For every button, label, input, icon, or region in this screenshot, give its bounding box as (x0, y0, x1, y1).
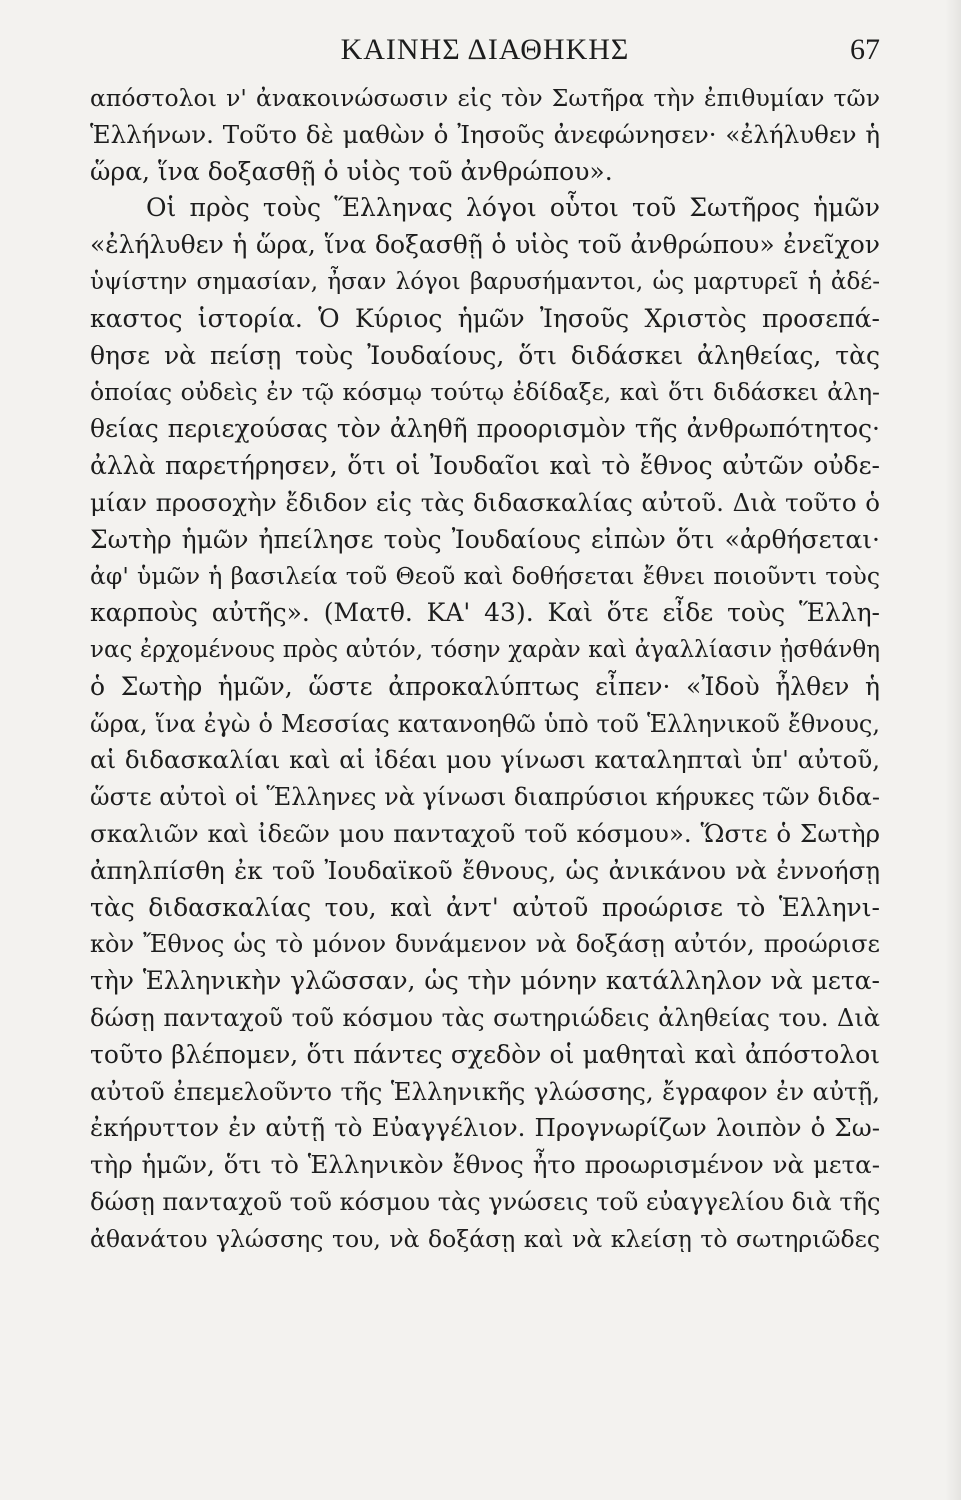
text-line: ἀλλὰ παρετήρησεν, ὅτι οἱ Ἰουδαῖοι καὶ τὸ ἔθνος αὐτῶν οὐδε- (90, 450, 880, 480)
text-line: ὑψίστην σημασίαν, ἦσαν λόγοι βαρυσήμαντοι, ὡς μαρτυρεῖ ἡ ἀδέ- (90, 268, 880, 295)
text-line: ὁποίας οὐδεὶς ἐν τῷ κόσμῳ τούτῳ ἐδίδαξε, καὶ ὅτι διδάσκει ἀλη- (90, 378, 880, 407)
text-line: τὴρ ἡμῶν, ὅτι τὸ Ἑλληνικὸν ἔθνος ἦτο προωρισμένον νὰ μετα- (90, 1150, 880, 1180)
text-line: τὴν Ἑλληνικὴν γλῶσσαν, ὡς τὴν μόνην κατάλληλον νὰ μετα- (90, 966, 880, 996)
text-line: τὰς διδασκαλίας του, καὶ ἀντ' αὐτοῦ προώρισε τὸ Ἑλληνι- (90, 892, 880, 922)
body-text (90, 80, 880, 1258)
text-line: κὸν Ἔθνος ὡς τὸ μόνον δυνάμενον νὰ δοξάσῃ αὐτόν, προώρισε (90, 930, 880, 959)
text-line: Ἑλλήνων. Τοῦτο δὲ μαθὼν ὁ Ἰησοῦς ἀνεφώνησεν· «ἐλήλυθεν ἡ (90, 119, 880, 149)
text-line: ὥρα, ἵνα δοξασθῇ ὁ υἱὸς τοῦ ἀνθρώπου». (90, 156, 613, 186)
text-line: απόστολοι ν' ἀνακοινώσωσιν εἰς τὸν Σωτῆρα τὴν ἐπιθυμίαν τῶν (90, 84, 880, 112)
text-line: τοῦτο βλέπομεν, ὅτι πάντες σχεδὸν οἱ μαθηταὶ καὶ ἀπόστολοι (90, 1039, 880, 1069)
text-line: ὥστε αὐτοὶ οἱ Ἕλληνες νὰ γίνωσι διαπρύσιοι κήρυκες τῶν διδα- (90, 783, 880, 812)
text-line: δώσῃ πανταχοῦ τοῦ κόσμου τὰς γνώσεις τοῦ εὐαγγελίου διὰ τῆς (90, 1187, 881, 1216)
page-header (90, 30, 880, 70)
text-line: «ἐλήλυθεν ἡ ὥρα, ἵνα δοξασθῇ ὁ υἱὸς τοῦ ἀνθρώπου» ἐνεῖχον (90, 230, 880, 260)
text-line: σκαλιῶν καὶ ἰδεῶν μου πανταχοῦ τοῦ κόσμου». Ὥστε ὁ Σωτὴρ (90, 818, 880, 848)
text-line: ἀφ' ὑμῶν ἡ βασιλεία τοῦ Θεοῦ καὶ δοθήσεται ἔθνει ποιοῦντι τοὺς (90, 562, 880, 591)
text-line: ὥρα, ἵνα ἐγὼ ὁ Μεσσίας κατανοηθῶ ὑπὸ τοῦ Ἑλληνικοῦ ἔθνους, (90, 709, 880, 738)
text-line: νας ἐρχομένους πρὸς αὐτόν, τόσην χαρὰν καὶ ἀγαλλίασιν ᾐσθάνθη (90, 636, 880, 663)
text-line: θησε νὰ πείσῃ τοὺς Ἰουδαίους, ὅτι διδάσκει ἀληθείας, τὰς (90, 340, 880, 370)
text-line: ἀπηλπίσθη ἐκ τοῦ Ἰουδαϊκοῦ ἔθνους, ὡς ἀνικάνου νὰ ἐννοήσῃ (90, 855, 880, 885)
running-title: ΚΑΙΝΗΣ ΔΙΑΘΗΚΗΣ (340, 33, 630, 66)
text-line: καρποὺς αὐτῆς». (Ματθ. ΚΑ' 43). Καὶ ὅτε εἶδε τοὺς Ἕλλη- (90, 598, 880, 628)
text-line: αὐτοῦ ἐπεμελοῦντο τῆς Ἑλληνικῆς γλώσσης, ἔγραφον ἐν αὐτῇ, (90, 1076, 880, 1106)
text-line: θείας περιεχούσας τὸν ἀληθῆ προορισμὸν τῆς ἀνθρωπότητος· (90, 414, 880, 444)
text-line: ἀθανάτου γλώσσης του, νὰ δοξάσῃ καὶ νὰ κλείσῃ τὸ σωτηριῶδες (90, 1224, 880, 1253)
text-line: Οἱ πρὸς τοὺς Ἕλληνας λόγοι οὗτοι τοῦ Σωτῆρος ἡμῶν (146, 193, 880, 223)
text-line: αἱ διδασκαλίαι καὶ αἱ ἰδέαι μου γίνωσι καταληπταὶ ὑπ' αὐτοῦ, (90, 745, 880, 775)
page-edge-shadow (945, 0, 961, 1500)
text-line: Σωτὴρ ἡμῶν ἠπείλησε τοὺς Ἰουδαίους εἰπὼν ὅτι «ἀρθήσεται· (90, 524, 880, 554)
text-line: ὁ Σωτὴρ ἡμῶν, ὥστε ἀπροκαλύπτως εἶπεν· «Ἰδοὺ ἦλθεν ἡ (90, 671, 880, 701)
page-number: 67 (850, 33, 880, 66)
text-line: καστος ἱστορία. Ὁ Κύριος ἡμῶν Ἰησοῦς Χριστὸς προσεπά- (90, 303, 880, 333)
text-line: μίαν προσοχὴν ἔδιδον εἰς τὰς διδασκαλίας αὐτοῦ. Διὰ τοῦτο ὁ (90, 487, 880, 517)
text-line: δώσῃ πανταχοῦ τοῦ κόσμου τὰς σωτηριώδεις ἀληθείας του. Διὰ (90, 1003, 880, 1032)
text-line: ἐκήρυττον ἐν αὐτῇ τὸ Εὐαγγέλιον. Προγνωρίζων λοιπὸν ὁ Σω- (90, 1113, 880, 1143)
